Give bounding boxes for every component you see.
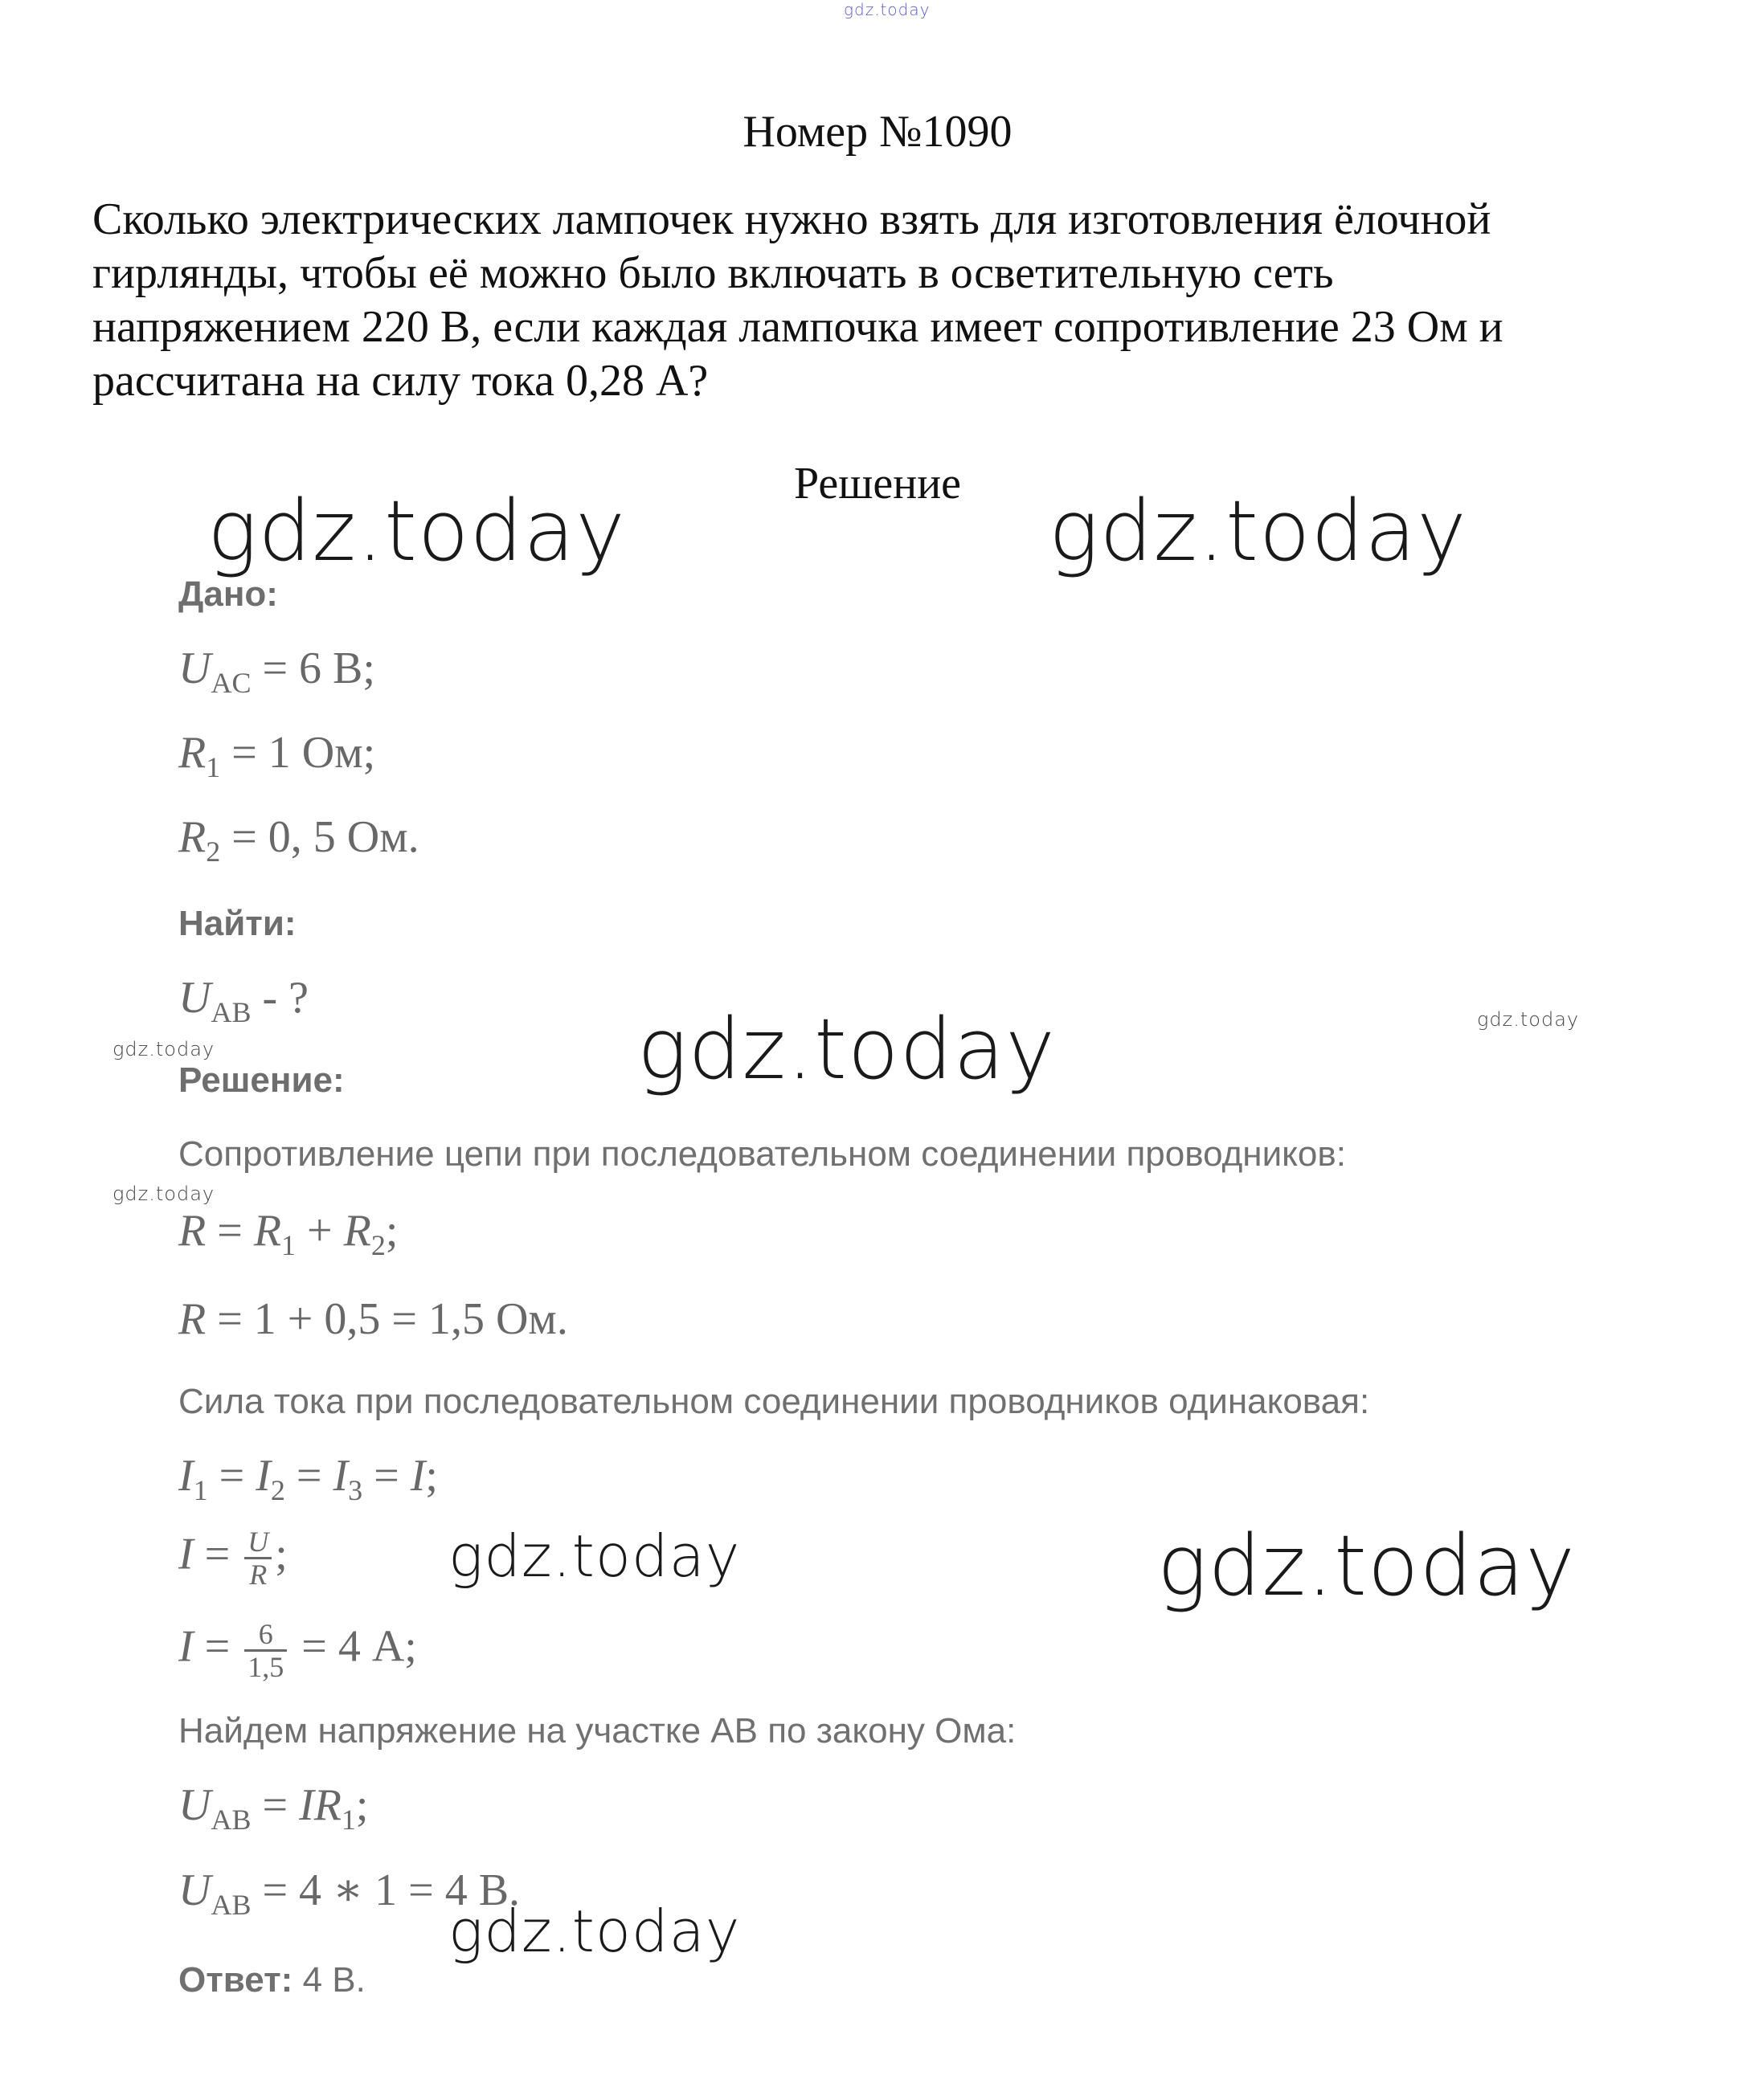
punctuation: ; [275,1529,288,1579]
punctuation: ; [425,1451,438,1501]
value: = 6 В; [251,643,375,693]
answer-value: 4 В. [292,1960,366,2000]
operator: = [193,1621,242,1672]
series-resistance-text: Сопротивление цепи при последовательном соединении проводников: [178,1134,1346,1174]
operator: + [296,1206,344,1256]
problem-line: рассчитана на силу тока 0,28 А? [92,356,709,406]
operator: = [284,1451,333,1501]
subscript: 1 [193,1474,208,1507]
problem-statement [92,193,1667,408]
subscript: 3 [348,1474,363,1507]
symbol: IR [299,1780,342,1830]
symbol: I [178,1451,194,1501]
symbol: I [178,1529,194,1579]
current-equal-formula [178,1450,438,1507]
value: = 0, 5 Ом. [220,812,419,862]
punctuation: ; [385,1206,399,1256]
subscript: 2 [370,1229,386,1262]
symbol: R [253,1206,282,1256]
symbol: R [178,812,207,862]
given-r2 [178,811,419,868]
operator: = [362,1451,411,1501]
subscript: AB [211,996,252,1029]
symbol: R [343,1206,371,1256]
subscript: 2 [270,1474,285,1507]
current-calc [178,1619,417,1682]
symbol: U [178,1780,211,1830]
watermark: gdz.today [448,1522,741,1590]
numerator: U [244,1526,272,1559]
find-uab [178,972,309,1029]
numerator: 6 [244,1619,287,1652]
symbol: U [178,1865,211,1915]
watermark: gdz.today [112,1038,215,1060]
watermark: gdz.today [207,482,626,580]
current-text: Сила тока при последовательном соединении проводников одинаковая: [178,1382,1370,1421]
ohm-law-formula [178,1526,288,1590]
watermark: gdz.today [1157,1517,1576,1615]
answer [178,1960,366,2000]
operator: = [251,1780,300,1830]
solution-label: Решение: [178,1060,345,1100]
resistance-calc [178,1293,568,1345]
value: = 4 А; [290,1621,417,1672]
subscript: 2 [206,836,221,868]
subscript: AB [211,1889,252,1922]
watermark-top: gdz.today [844,0,931,19]
watermark: gdz.today [1049,482,1467,580]
given-uac [178,643,375,700]
subscript: AC [211,667,252,700]
symbol: I [410,1451,426,1501]
denominator: 1,5 [248,1651,284,1683]
find-label: Найти: [178,904,297,943]
symbol: I [333,1451,349,1501]
symbol: U [178,973,211,1023]
watermark: gdz.today [637,1000,1056,1098]
watermark: gdz.today [448,1898,741,1965]
symbol: I [178,1621,194,1672]
value: = 1 + 0,5 = 1,5 Ом. [206,1294,568,1344]
subscript: 1 [281,1229,297,1262]
problem-line: Сколько электрических лампочек нужно взять для изготовления ёлочной [92,194,1491,244]
operator: = [193,1529,242,1579]
value: = 4 ∗ 1 = 4 В. [251,1865,521,1915]
punctuation: ; [355,1780,369,1830]
given-label: Дано: [178,574,278,614]
watermark: gdz.today [1477,1008,1580,1031]
subscript: 1 [206,751,221,784]
problem-line: напряжением 220 В, если каждая лампочка имеет сопротивление 23 Ом и [92,302,1503,352]
symbol: R [178,728,207,778]
voltage-formula [178,1779,368,1836]
symbol: U [178,643,211,693]
given-r1 [178,727,375,784]
watermark: gdz.today [112,1183,215,1205]
fraction [244,1619,287,1682]
subscript: AB [211,1804,252,1836]
fraction [244,1526,272,1590]
answer-label: Ответ: [178,1960,293,2000]
page-title: Номер №1090 [742,107,1012,157]
denominator: R [249,1559,268,1591]
solution-heading: Решение [793,459,962,509]
value: = 1 Ом; [220,728,376,778]
operator: = [206,1206,254,1256]
voltage-calc [178,1864,520,1922]
resistance-formula [178,1205,398,1262]
symbol: R [178,1206,207,1256]
problem-line: гирлянды, чтобы её можно было включать в осветительную сеть [92,248,1334,298]
subscript: 1 [341,1804,356,1836]
symbol: I [256,1451,271,1501]
symbol: R [178,1294,207,1344]
value: - ? [251,973,309,1023]
operator: = [207,1451,256,1501]
ohm-text: Найдем напряжение на участке АВ по закону Ома: [178,1711,1017,1751]
